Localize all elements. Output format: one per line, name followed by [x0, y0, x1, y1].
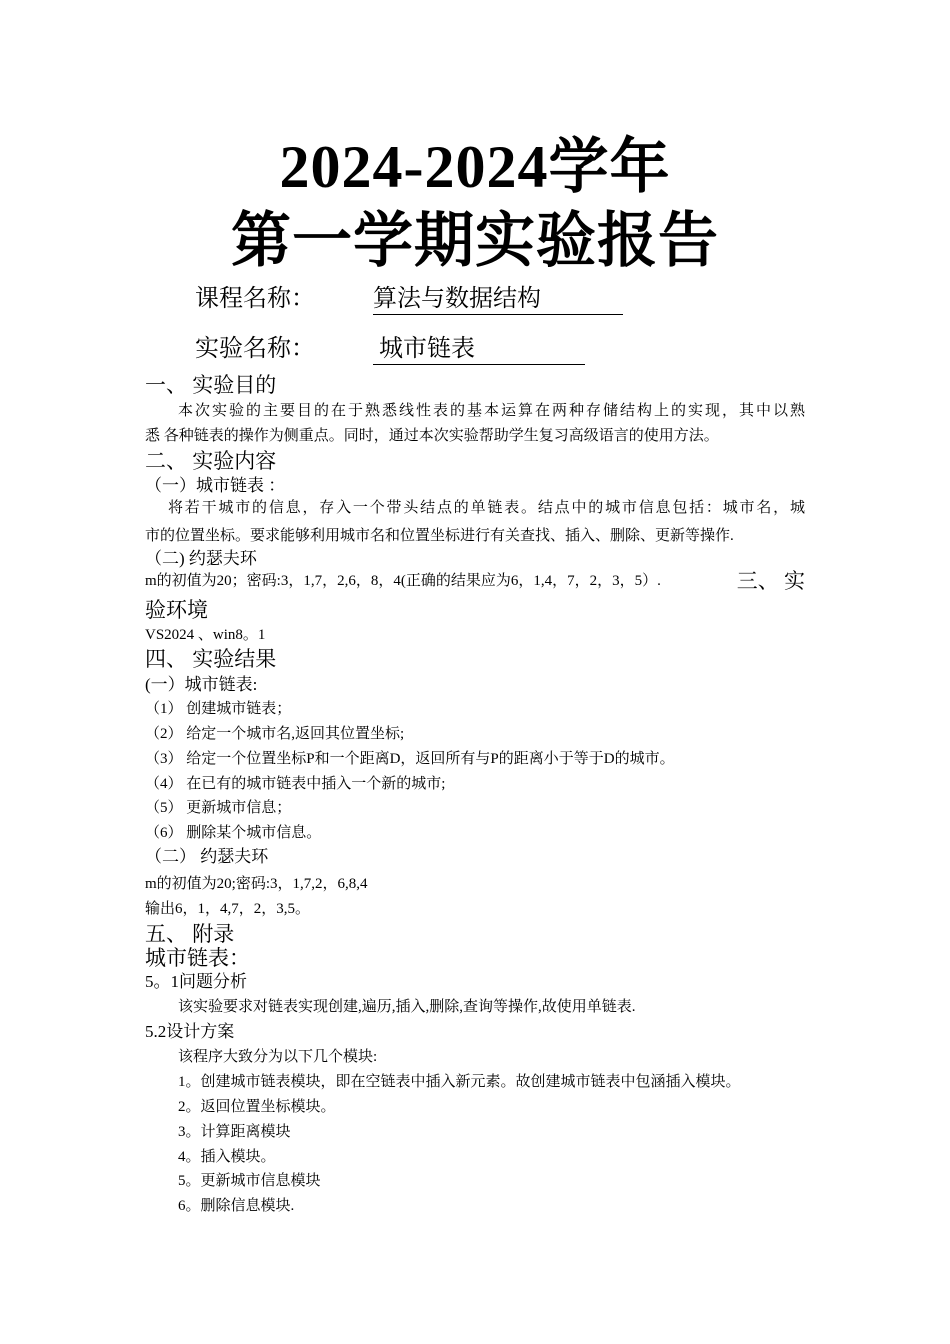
content-paragraph-line2: 市的位置坐标。要求能够利用城市名和位置坐标进行有关查找、插入、删除、更新等操作.	[145, 528, 734, 544]
purpose-paragraph-line2: 悉 各种链表的操作为侧重点。同时，通过本次实验帮助学生复习高级语言的使用方法。	[145, 428, 719, 444]
results-item-1: （1） 创建城市链表；	[145, 701, 292, 717]
course-name-row	[195, 284, 623, 315]
appendix-problem-title: 5。1问题分析	[145, 972, 247, 991]
appendix-module-2: 2。返回位置坐标模块。	[178, 1099, 336, 1115]
section-heading-environment-a: 三、 实	[736, 569, 805, 593]
results-sub-josephus: （二） 约瑟夫环	[145, 847, 269, 866]
appendix-problem-text: 该实验要求对链表实现创建,遍历,插入,删除,查询等操作,故使用单链表.	[178, 999, 636, 1015]
appendix-module-6: 6。删除信息模块.	[178, 1198, 295, 1214]
section-heading-results: 四、 实验结果	[145, 647, 277, 671]
appendix-design-title: 5.2设计方案	[145, 1022, 235, 1041]
environment-content: VS2024 、win8。1	[145, 627, 266, 643]
results-item-4: （4） 在已有的城市链表中插入一个新的城市;	[145, 776, 446, 792]
results-item-6: （6） 删除某个城市信息。	[145, 825, 322, 841]
results-sub-city-list: (一）城市链表:	[145, 675, 258, 694]
section-heading-purpose: 一、 实验目的	[145, 373, 277, 397]
content-sub-city-list: （一）城市链表 ：	[145, 476, 286, 495]
josephus-text: m的初值为20；密码:3，1,7，2,6，8，4(正确的结果应为6，1,4，7，2，3，5）.	[145, 573, 661, 589]
content-paragraph-line1: 将若干城市的信息，存入一个带头结点的单链表。结点中的城市信息包括：城市名，城	[168, 500, 805, 516]
josephus-line	[145, 571, 805, 591]
purpose-paragraph-line1: 本次实验的主要目的在于熟悉线性表的基本运算在两种存储结构上的实现，其中以熟	[178, 403, 805, 419]
appendix-sub-heading: 城市链表：	[145, 946, 250, 970]
content-sub-josephus: （二) 约瑟夫环	[145, 549, 257, 568]
results-josephus-m: m的初值为20;密码:3，1,7,2，6,8,4	[145, 876, 368, 892]
course-name-label: 课程名称：	[195, 286, 315, 312]
results-item-5: （5） 更新城市信息；	[145, 800, 292, 816]
appendix-module-3: 3。计算距离模块	[178, 1124, 291, 1140]
experiment-name-row	[195, 334, 585, 365]
section-heading-appendix: 五、 附录	[145, 922, 235, 946]
section-heading-content: 二、 实验内容	[145, 449, 277, 473]
appendix-module-4: 4。插入模块。	[178, 1149, 276, 1165]
appendix-design-intro: 该程序大致分为以下几个模块:	[178, 1049, 378, 1065]
results-item-2: （2） 给定一个城市名,返回其位置坐标;	[145, 726, 405, 742]
experiment-name-value: 城市链表	[373, 334, 585, 365]
course-name-value: 算法与数据结构	[373, 284, 623, 315]
appendix-module-1: 1。创建城市链表模块，即在空链表中插入新元素。故创建城市链表中包涵插入模块。	[178, 1074, 741, 1090]
experiment-name-label: 实验名称：	[195, 336, 315, 362]
results-josephus-output: 输出6，1，4,7，2，3,5。	[145, 901, 311, 917]
report-title-year: 2024-2024学年	[279, 134, 671, 200]
report-title-main: 第一学期实验报告	[231, 208, 719, 274]
section-heading-environment-b: 验环境	[145, 598, 208, 622]
appendix-module-5: 5。更新城市信息模块	[178, 1173, 321, 1189]
results-item-3: （3） 给定一个位置坐标P和一个距离D，返回所有与P的距离小于等于D的城市。	[145, 751, 675, 767]
